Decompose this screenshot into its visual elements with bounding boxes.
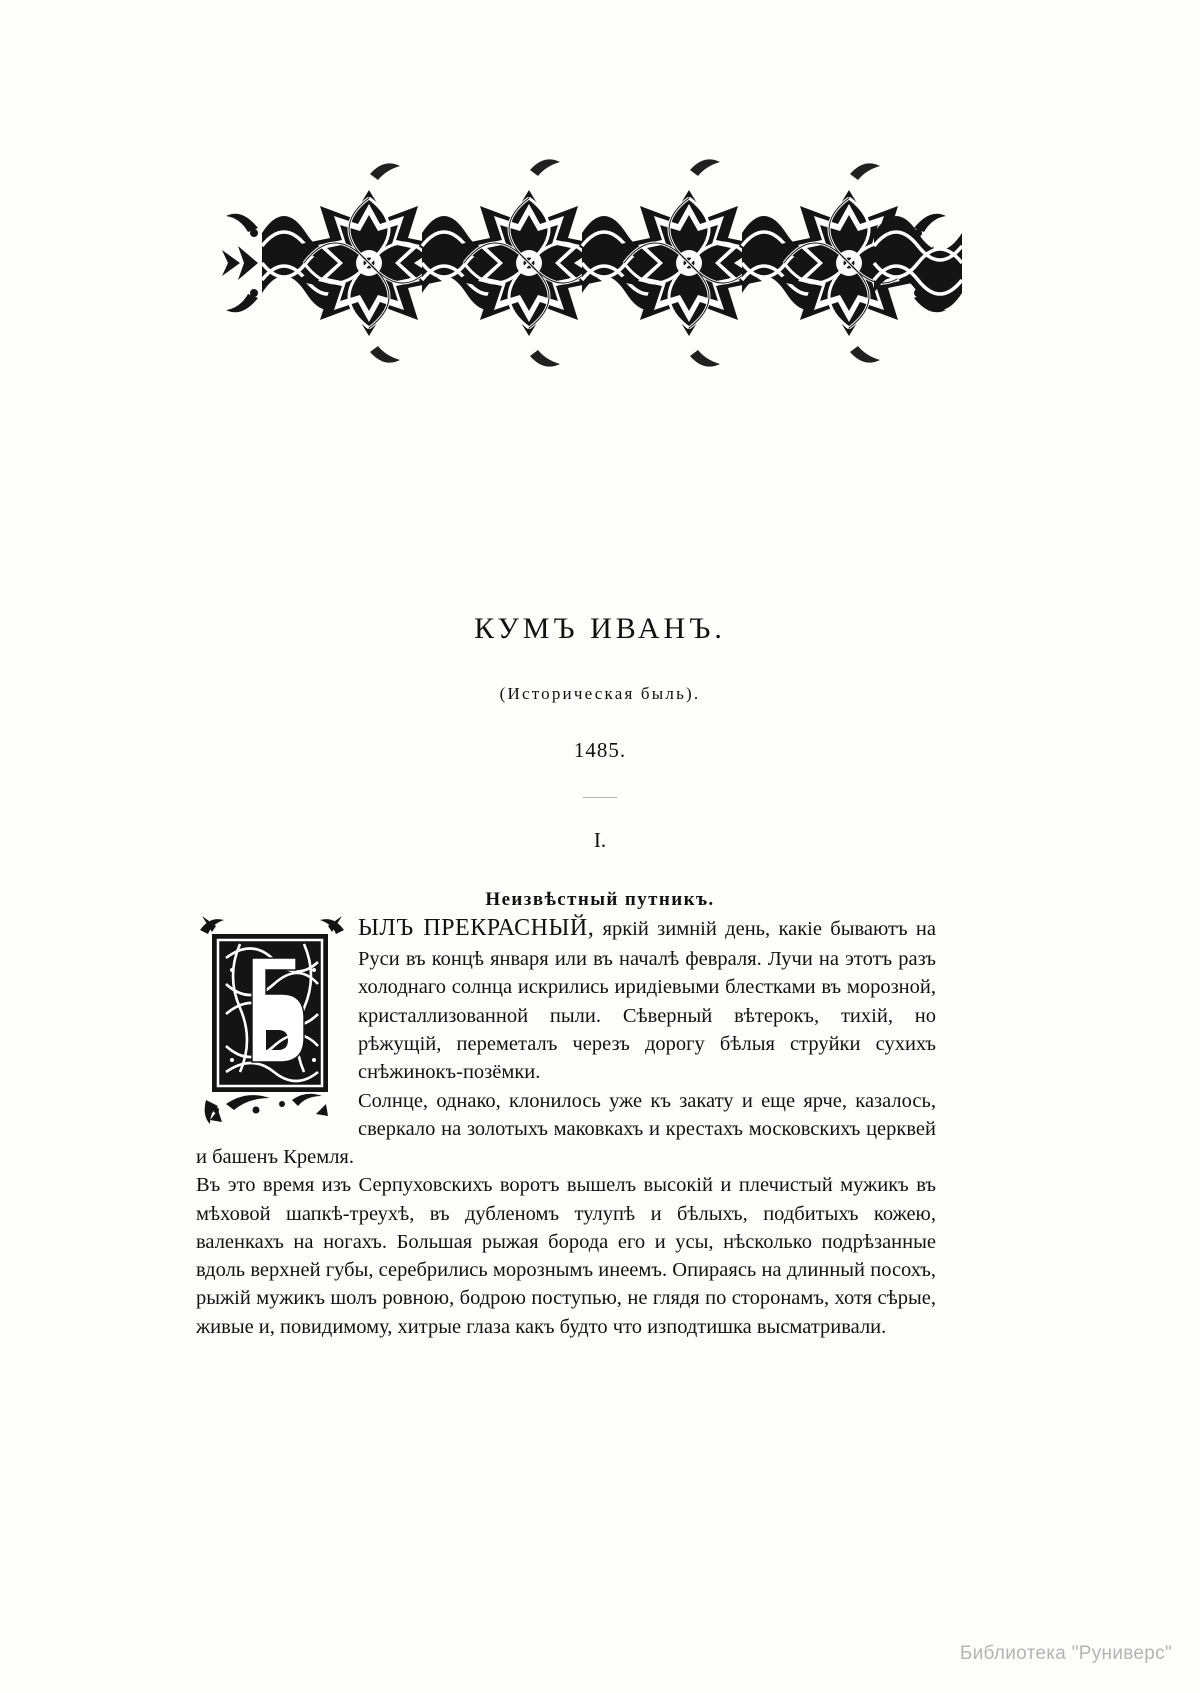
page-title: КУМЪ ИВАНЪ. [474,612,726,645]
chapter-title: Неизвѣстный путникъ. [485,889,715,910]
illuminated-initial-icon [196,914,348,1126]
library-watermark: Библиотека "Руниверс" [959,1643,1172,1664]
paragraph-first-text: яркій зимній день, какіе бываютъ на Руси въ концѣ января или въ началѣ февраля. Лучи на этотъ разъ холоднаго солнца искрились иридіевыми блестками въ морозной, кристаллизованной пыли. Сѣверный вѣтерокъ, тихій, но рѣжущій, переметалъ черезъ дорогу бѣлыя струйки сухихъ снѣжинокъ-позёмки. [358,918,936,1084]
paragraph-third: Въ это время изъ Серпуховскихъ воротъ вышелъ высокій и плечистый мужикъ въ мѣховой шапкѣ-треухѣ, въ дубленомъ тулупѣ и бѣлыхъ, подбитыхъ кожею, валенкахъ на ногахъ. Большая рыжая борода его и усы, нѣсколько подрѣзанные вдоль верхней губы, серебрились морознымъ инеемъ. Опираясь на длинный посохъ, рыжій мужикъ шолъ ровною, бодрою поступью, не глядя по сторонамъ, хотя сѣрые, живые и, повидимому, хитрые глаза какъ будто что изподтишка высматривали. [196,1174,936,1338]
section-divider [583,797,617,798]
title-block [0,612,1200,911]
knotwork-headpiece-ornament [210,148,970,378]
subtitle: (Историческая быль). [499,684,701,703]
year-label: 1485. [573,738,627,762]
paragraph-second: Солнце, однако, клонилось уже къ закату и еще ярче, казалось, сверкало на золотыхъ маковкахъ и крестахъ московскихъ церквей и башенъ Кремля. [196,1089,936,1169]
chapter-number: I. [593,828,607,852]
paragraph-lead-text: ЫЛЪ ПРЕКРАСНЫЙ, [358,915,595,941]
body-text-column [196,912,936,1341]
